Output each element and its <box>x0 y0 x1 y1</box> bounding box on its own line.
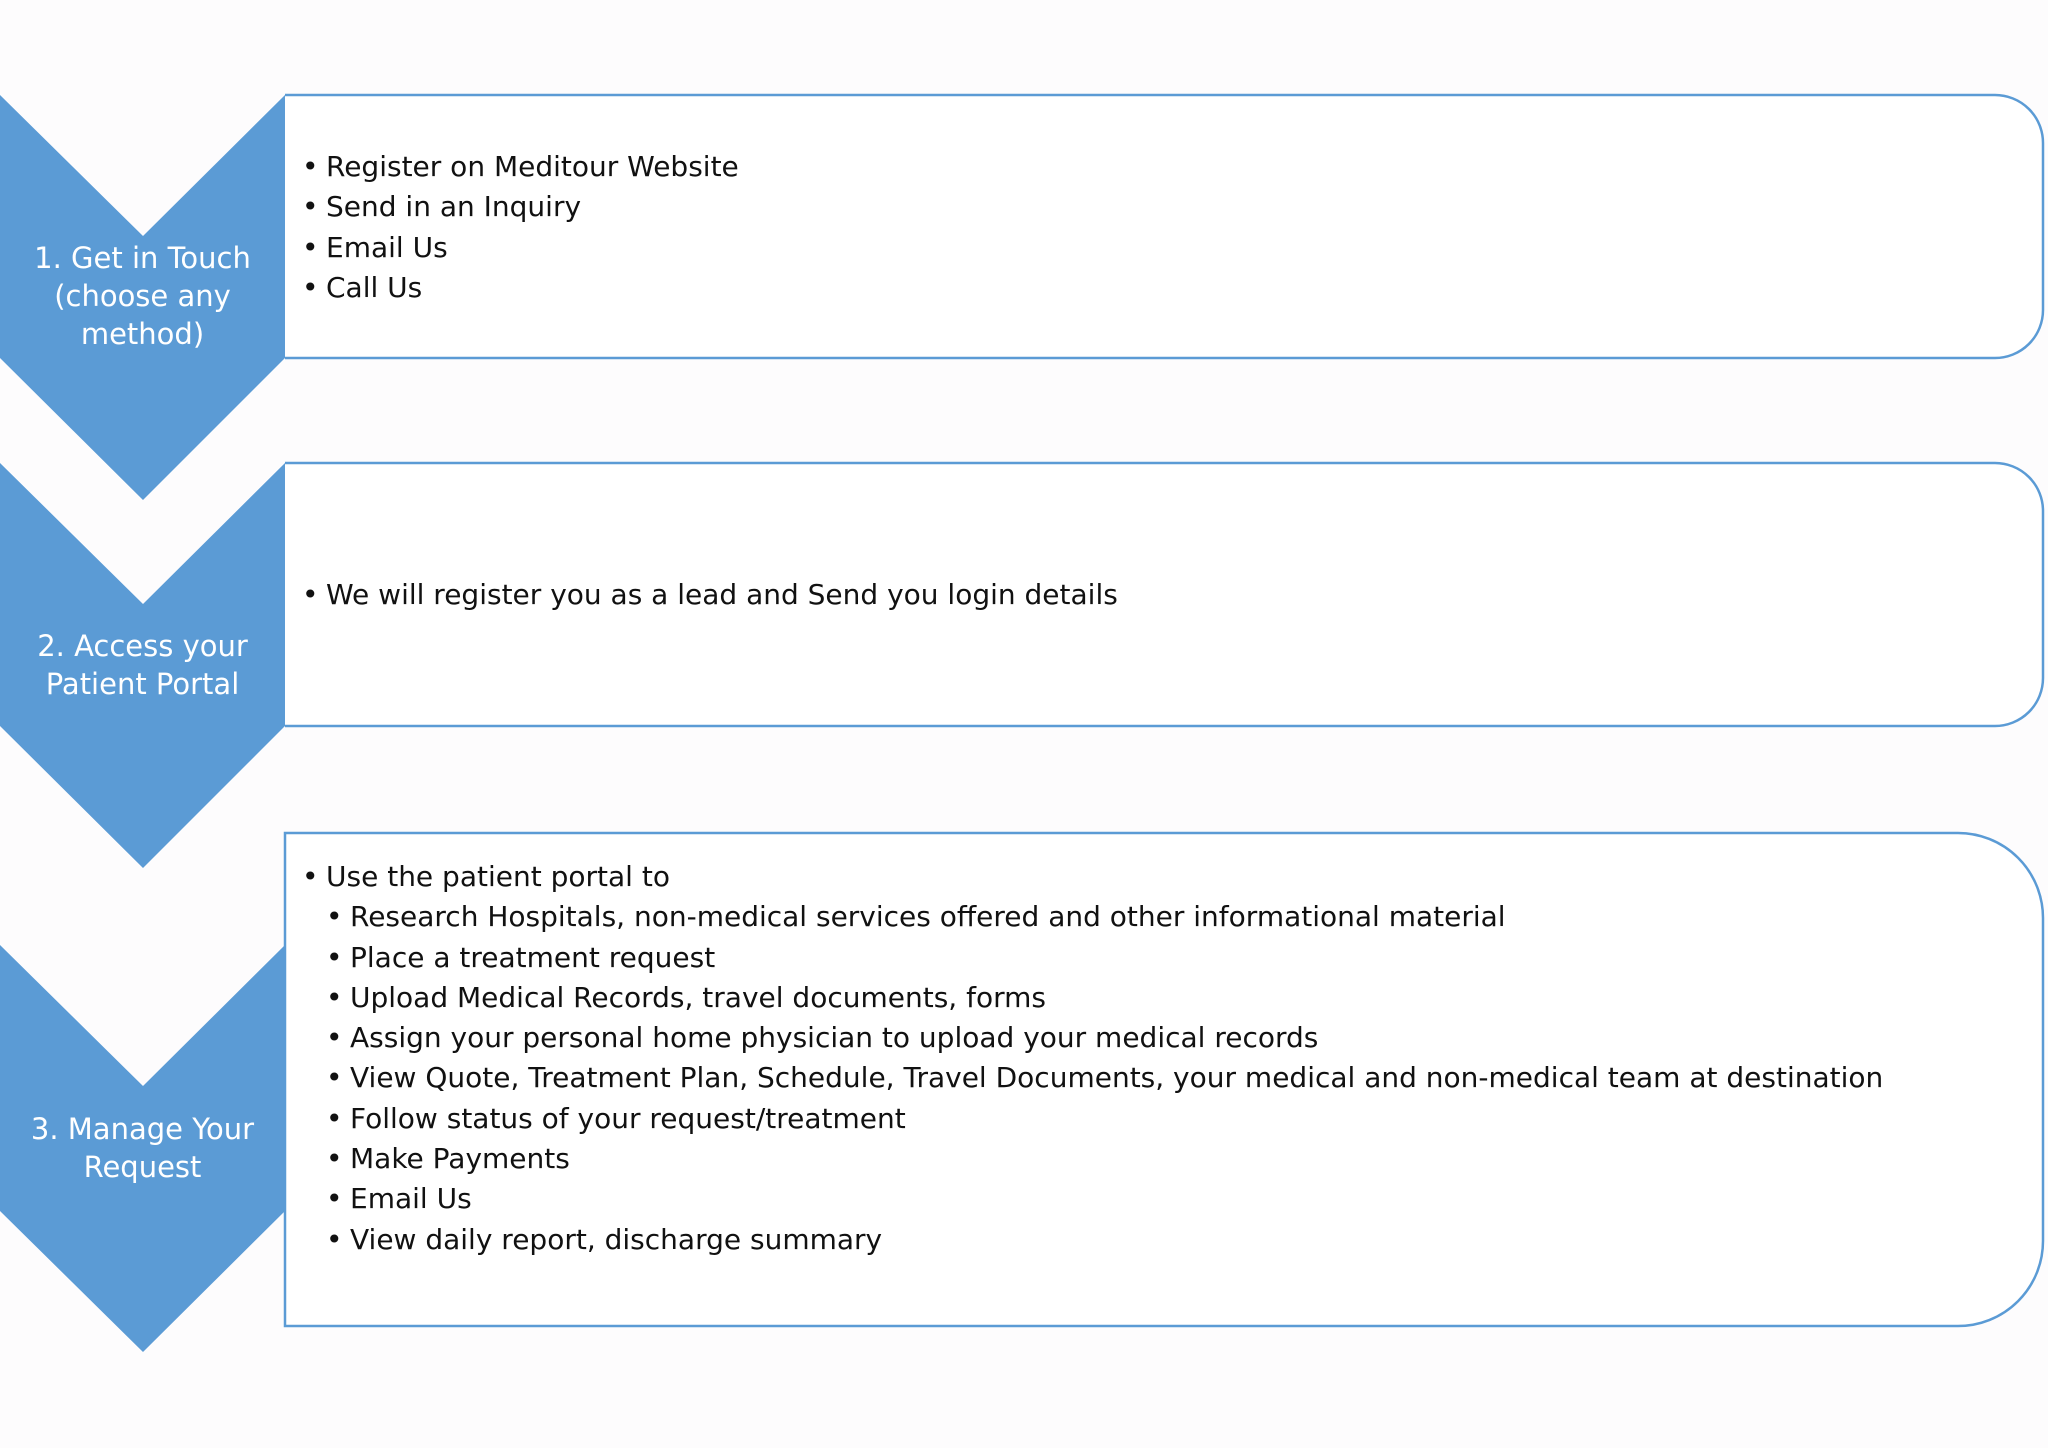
sub-list-item: • Make Payments <box>326 1139 1883 1179</box>
sub-list-item: • Email Us <box>326 1179 1883 1219</box>
step-3-label <box>0 1110 285 1186</box>
step-1-label-line-1: 1. Get in Touch <box>34 241 251 275</box>
list-item: • We will register you as a lead and Send you login details <box>302 575 1118 615</box>
sub-list-item: • View daily report, discharge summary <box>326 1220 1883 1260</box>
step-1-label <box>0 239 285 353</box>
sub-list-item: • View Quote, Treatment Plan, Schedule, Travel Documents, your medical and non-medical team at destination <box>326 1058 1883 1098</box>
step-2-list <box>302 575 1118 615</box>
sub-list-item: • Upload Medical Records, travel documents, forms <box>326 978 1883 1018</box>
step-1-label-line-3: method) <box>80 317 205 351</box>
step-2-label-line-2: Patient Portal <box>45 667 240 701</box>
list-item: • Use the patient portal to <box>302 857 1883 897</box>
list-item: • Call Us <box>302 268 739 308</box>
list-item: • Register on Meditour Website <box>302 147 739 187</box>
step-2-label <box>0 627 285 703</box>
step-3-label-line-2: Request <box>83 1150 202 1184</box>
step-2-label-line-1: 2. Access your <box>37 629 248 663</box>
list-item: • Send in an Inquiry <box>302 187 739 227</box>
step-1-list <box>302 147 739 308</box>
step-3-label-line-1: 3. Manage Your <box>30 1112 255 1146</box>
sub-list-item: • Research Hospitals, non-medical services offered and other informational material <box>326 897 1883 937</box>
sub-list-item: • Follow status of your request/treatment <box>326 1099 1883 1139</box>
list-item: • Email Us <box>302 228 739 268</box>
step-3-list <box>302 857 1883 1260</box>
sub-list-item: • Place a treatment request <box>326 938 1883 978</box>
step-1-label-line-2: (choose any <box>54 279 231 313</box>
sub-list-item: • Assign your personal home physician to upload your medical records <box>326 1018 1883 1058</box>
